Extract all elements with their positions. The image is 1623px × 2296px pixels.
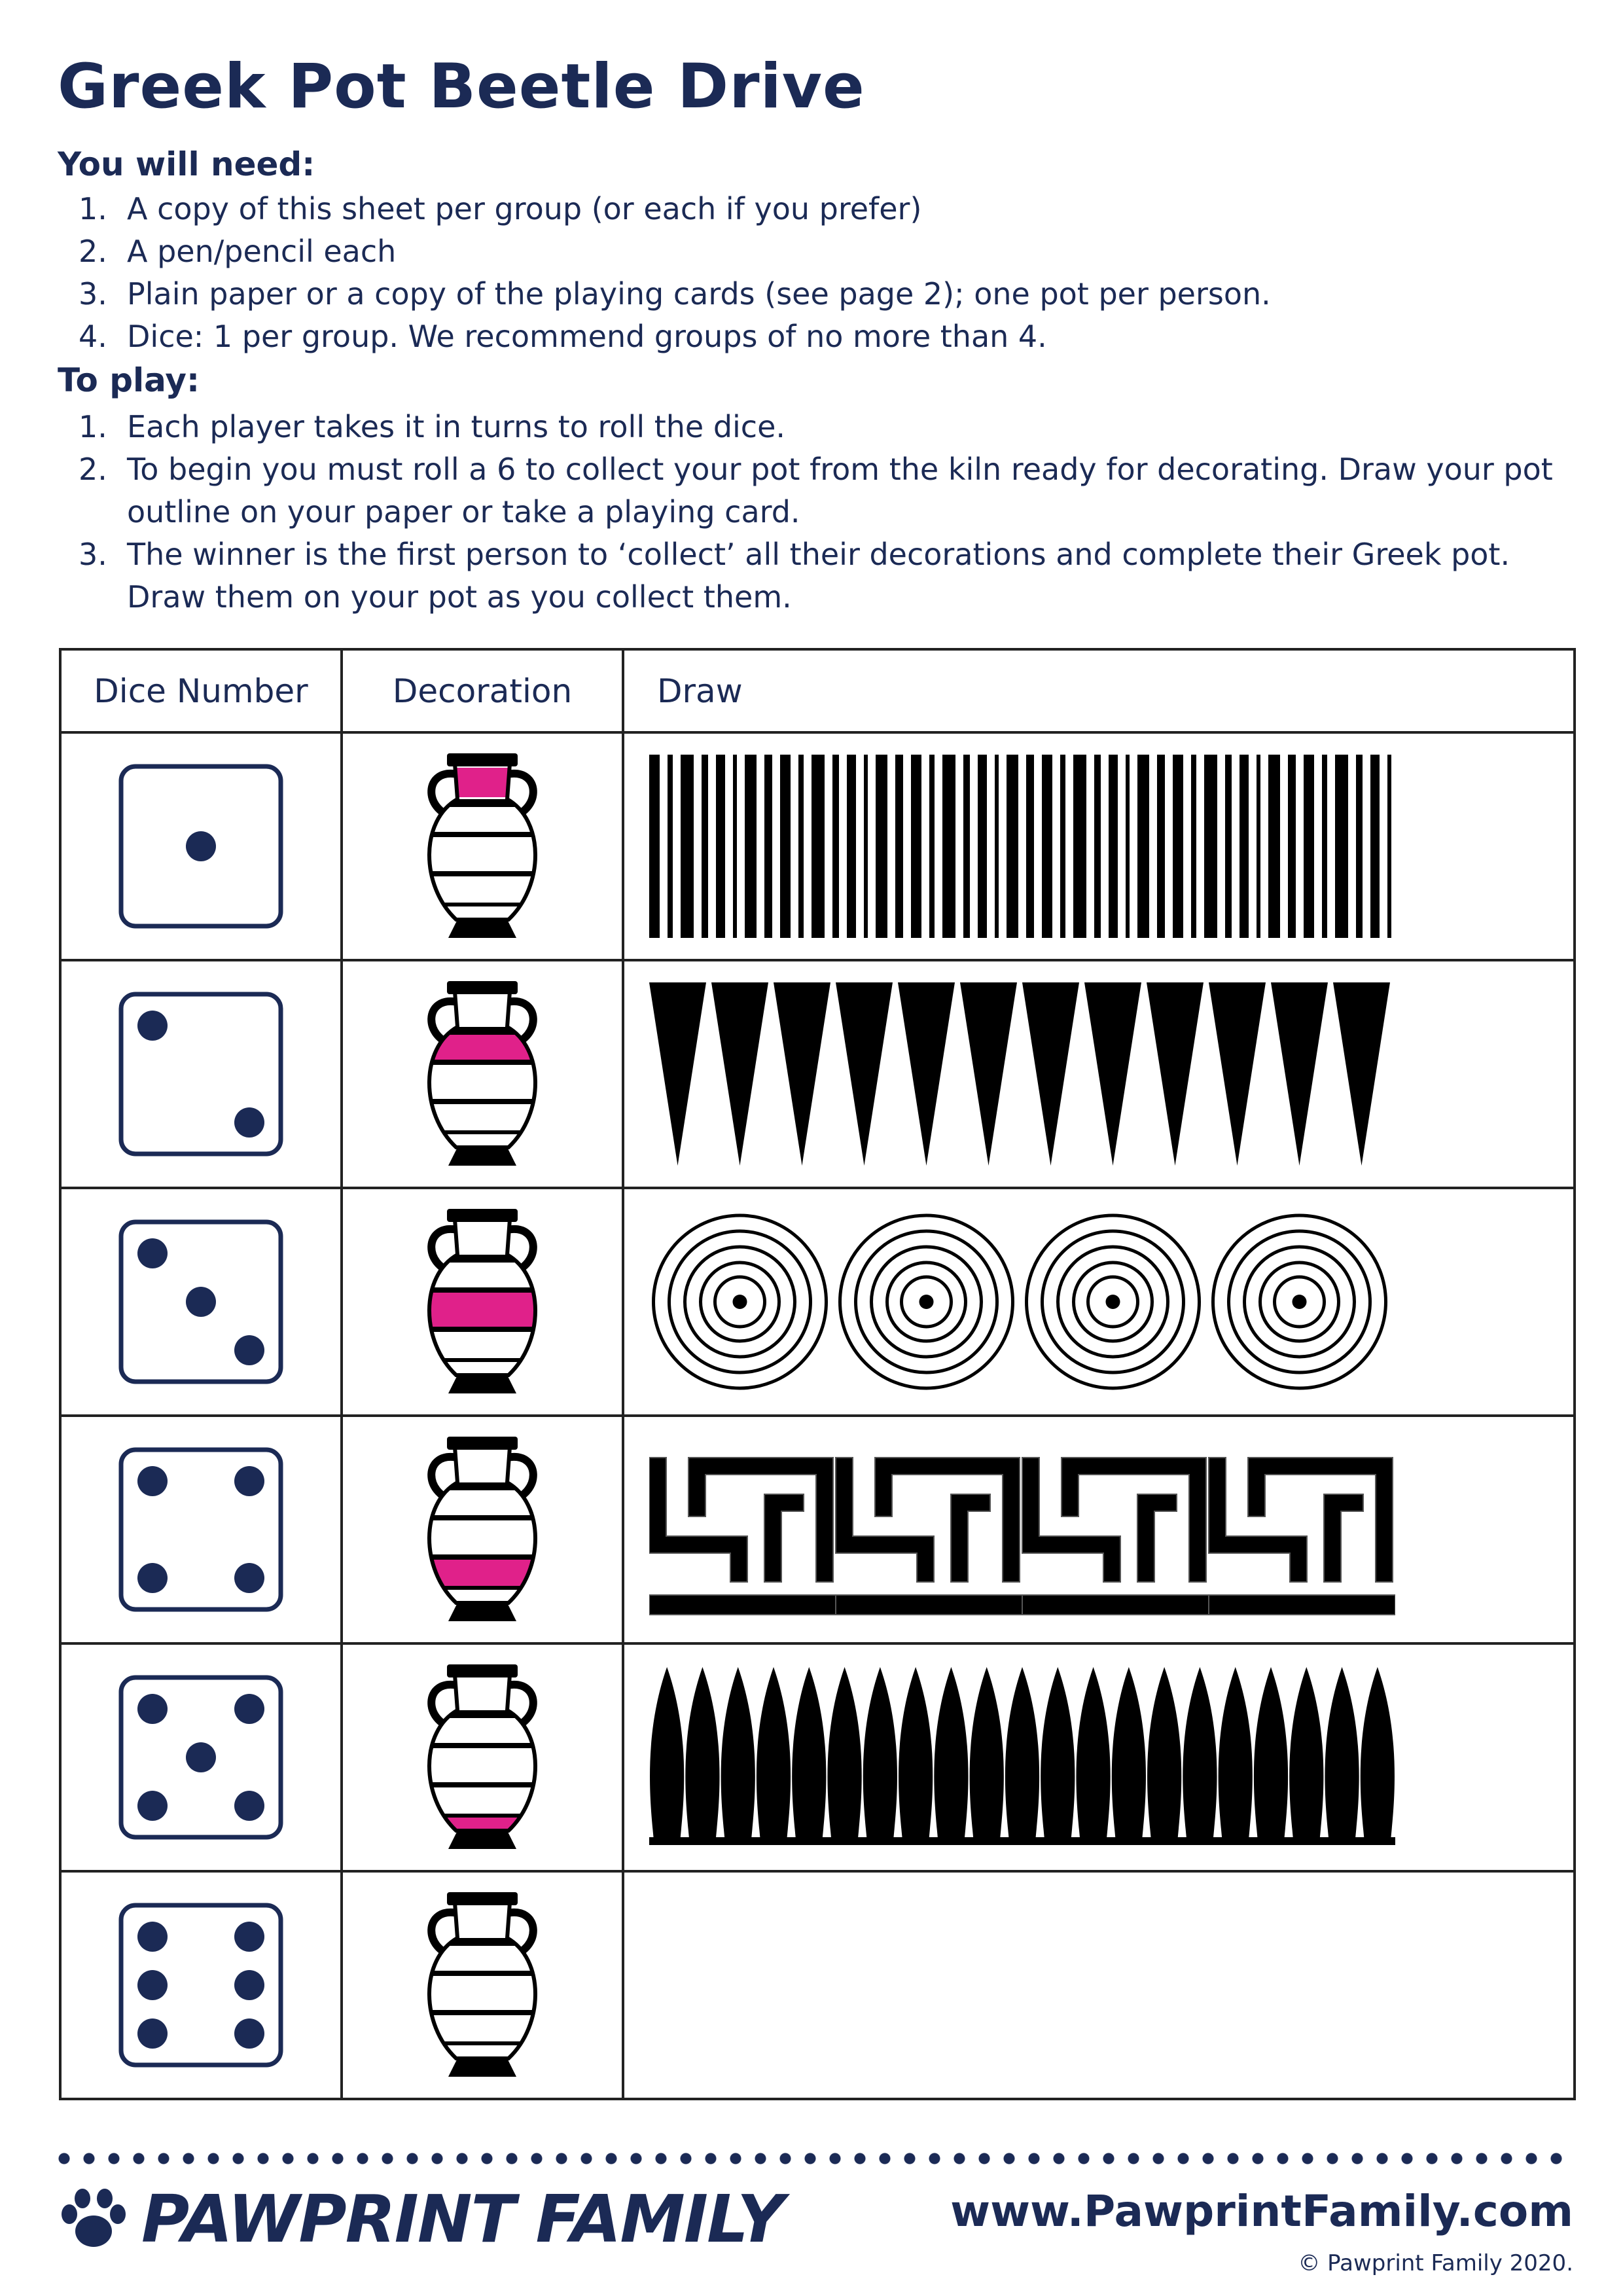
table-row (60, 960, 1575, 1188)
list-item (79, 273, 1584, 315)
list-item (79, 448, 1584, 533)
you-will-need-heading: You will need: (58, 145, 315, 183)
draw-cell (623, 1871, 1575, 2099)
draw-cell (623, 732, 1575, 960)
copyright-text: © Pawprint Family 2020. (1298, 2250, 1573, 2276)
decoration-cell (342, 732, 623, 960)
concentric-circles-pattern (649, 1204, 1395, 1400)
item-text: To begin you must roll a 6 to collect your pot from the kiln ready for decorating. Draw your pot outline on your paper or take a playing card. (127, 452, 1553, 529)
item-text: A pen/pencil each (127, 234, 397, 269)
beetle-drive-table (59, 648, 1576, 2100)
leaf-spikes-pattern (649, 1659, 1395, 1856)
draw-cell (623, 1188, 1575, 1416)
item-text: Dice: 1 per group. We recommend groups of no more than 4. (127, 319, 1047, 354)
greek-pot-icon (410, 1887, 554, 2083)
item-text: A copy of this sheet per group (or each if you prefer) (127, 191, 922, 226)
decoration-cell (342, 1643, 623, 1871)
table-row (60, 732, 1575, 960)
dice-cell (60, 1416, 342, 1643)
item-text: The winner is the first person to ‘collect’ all their decorations and complete their Greek pot. Draw them on your pot as you collect them. (127, 537, 1510, 615)
dice-cell (60, 1188, 342, 1416)
table-header-row (60, 649, 1575, 732)
greek-pot-icon (410, 1659, 554, 1856)
dotted-divider (58, 2152, 1573, 2165)
list-item (79, 315, 1584, 358)
greek-pot-icon (410, 976, 554, 1172)
dice-3-icon (116, 1217, 286, 1387)
table-row (60, 1416, 1575, 1643)
draw-cell (623, 1416, 1575, 1643)
greek-pot-icon (410, 1431, 554, 1628)
greek-pot-icon (410, 748, 554, 944)
paw-icon (58, 2187, 130, 2252)
greek-pot-icon (410, 1204, 554, 1400)
item-number: 3. (79, 537, 107, 572)
website-link[interactable]: www.PawprintFamily.com (950, 2186, 1573, 2236)
item-number: 4. (79, 319, 107, 354)
list-item (79, 406, 1584, 448)
decoration-cell (342, 1871, 623, 2099)
item-text: Plain paper or a copy of the playing cards (see page 2); one pot per person. (127, 276, 1271, 312)
item-number: 2. (79, 234, 107, 269)
you-will-need-list (79, 188, 1584, 358)
table-row (60, 1643, 1575, 1871)
dice-cell (60, 960, 342, 1188)
list-item (79, 188, 1584, 230)
greek-key-pattern (649, 1431, 1395, 1628)
decoration-cell (342, 960, 623, 1188)
table-row (60, 1188, 1575, 1416)
header-dice-number: Dice Number (60, 649, 342, 732)
dice-cell (60, 732, 342, 960)
list-item (79, 533, 1584, 619)
item-number: 1. (79, 409, 107, 444)
decoration-cell (342, 1416, 623, 1643)
to-play-list (79, 406, 1584, 619)
brand-logo (58, 2181, 783, 2257)
item-text: Each player takes it in turns to roll the dice. (127, 409, 786, 444)
header-draw: Draw (623, 649, 1575, 732)
vertical-stripes-pattern (649, 748, 1395, 944)
triangle-teeth-pattern (649, 976, 1395, 1172)
dice-4-icon (116, 1444, 286, 1615)
dice-cell (60, 1643, 342, 1871)
draw-cell (623, 960, 1575, 1188)
dice-6-icon (116, 1900, 286, 2070)
dice-5-icon (116, 1672, 286, 1842)
list-item (79, 230, 1584, 273)
item-number: 3. (79, 276, 107, 312)
header-decoration: Decoration (342, 649, 623, 732)
dice-cell (60, 1871, 342, 2099)
decoration-cell (342, 1188, 623, 1416)
item-number: 2. (79, 452, 107, 487)
brand-name: PAWPRINT FAMILY (141, 2181, 783, 2257)
item-number: 1. (79, 191, 107, 226)
page-title: Greek Pot Beetle Drive (58, 51, 865, 122)
table-row (60, 1871, 1575, 2099)
dice-2-icon (116, 989, 286, 1159)
to-play-heading: To play: (58, 361, 200, 399)
draw-cell (623, 1643, 1575, 1871)
dice-1-icon (116, 761, 286, 931)
